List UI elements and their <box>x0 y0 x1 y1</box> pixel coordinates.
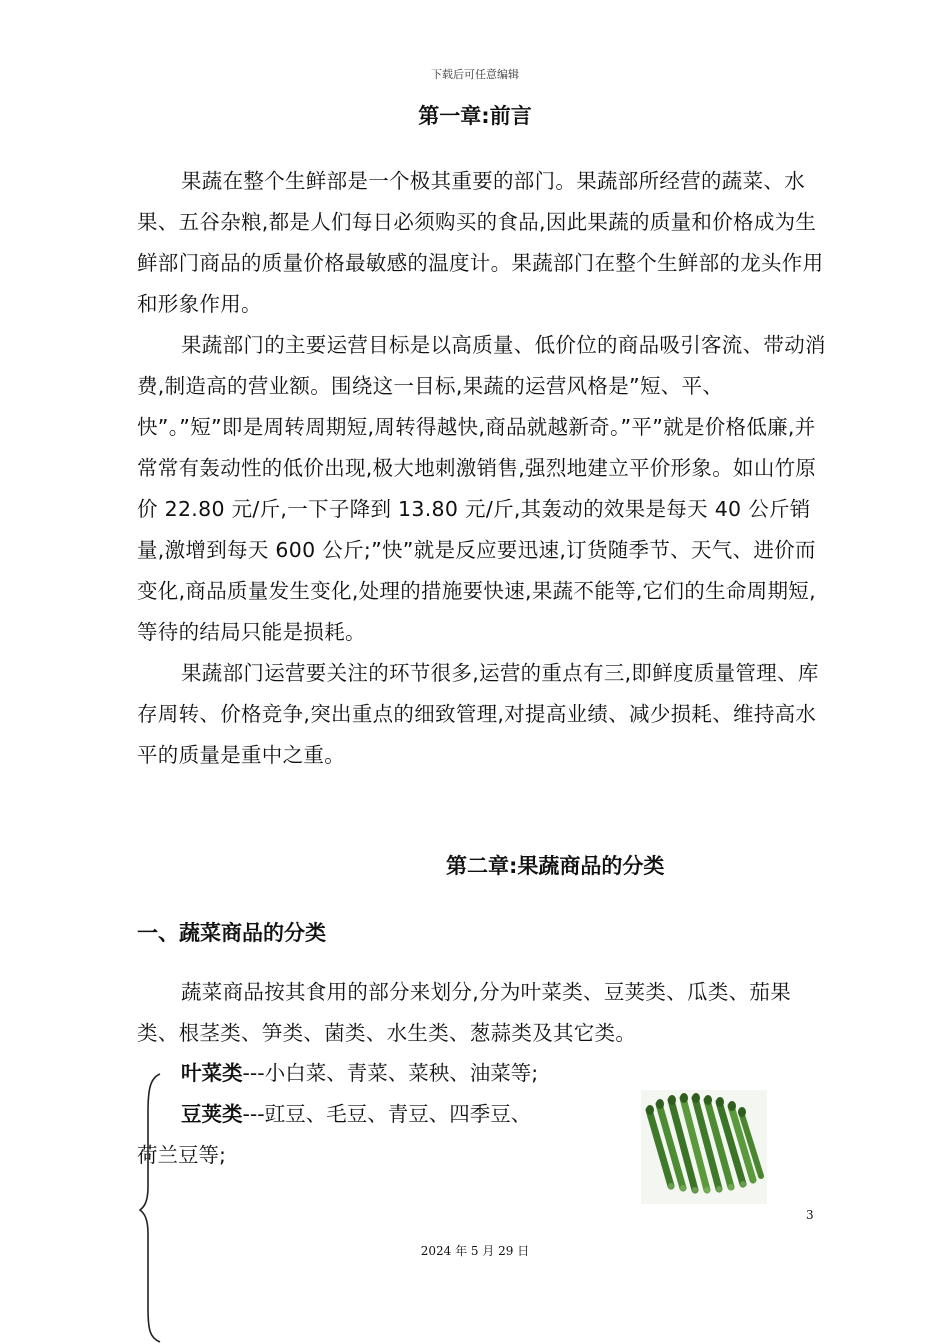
category-pods <box>181 1097 531 1127</box>
asparagus-photo-icon <box>641 1090 767 1204</box>
section-title: 一、蔬菜商品的分类 <box>137 921 326 945</box>
curly-brace-icon <box>138 1072 168 1344</box>
header-note: 下载后可任意编辑 <box>431 68 519 81</box>
paragraph-3: 果蔬部门运营要关注的环节很多,运营的重点有三,即鲜度质量管理、库存周转、价格竞争,突出重点的细致管理,对提高业绩、减少损耗、维持高水平的质量是重中之重。 <box>137 661 819 767</box>
section-intro: 蔬菜商品按其食用的部分来划分,分为叶菜类、豆荚类、瓜类、茄果类、根茎类、笋类、菌类、水生类、葱蒜类及其它类。 <box>137 980 792 1045</box>
category-leafy <box>181 1056 538 1086</box>
footer-date: 2024 年 5 月 29 日 <box>420 1244 530 1258</box>
paragraph-1: 果蔬在整个生鲜部是一个极其重要的部门。果蔬部所经营的蔬菜、水果、五谷杂粮,都是人们每日必须购买的食品,因此果蔬的质量和价格成为生鲜部门商品的质量价格最敏感的温度计。果蔬部门在整个生鲜部的龙头作用和形象作用。 <box>137 169 824 316</box>
page-number: 3 <box>806 1208 814 1222</box>
chapter1-body <box>137 161 827 776</box>
category-name: 豆荚类 <box>181 1102 243 1126</box>
category-items: ---小白菜、青菜、菜秧、油菜等; <box>242 1061 539 1085</box>
chapter2-title: 第二章:果蔬商品的分类 <box>446 854 665 878</box>
chapter1-title: 第一章:前言 <box>418 104 532 128</box>
section-intro-block <box>137 972 827 1054</box>
category-pods-continuation: 荷兰豆等; <box>137 1143 226 1167</box>
category-items: ---豇豆、毛豆、青豆、四季豆、 <box>242 1102 532 1126</box>
paragraph-2: 果蔬部门的主要运营目标是以高质量、低价位的商品吸引客流、带动消费,制造高的营业额。围绕这一目标,果蔬的运营风格是”短、平、快”。”短”即是周转周期短,周转得越快,商品就越新奇。”平”就是价格低廉,并常常有轰动性的低价出现,极大地刺激销售,强烈地建立平价形象。如山竹原价 22.80 元/斤,一下子降到 13.80 元/斤,其轰动的效果是每天 40 公斤销量,激增到每天 600 公斤;”快”就是反应要迅速,订货随季节、天气、进价而变化,商品质量发生变化,处理的措施要快速,果蔬不能等,它们的生命周期短,等待的结局只能是损耗。 <box>137 333 826 644</box>
category-name: 叶菜类 <box>181 1061 243 1085</box>
